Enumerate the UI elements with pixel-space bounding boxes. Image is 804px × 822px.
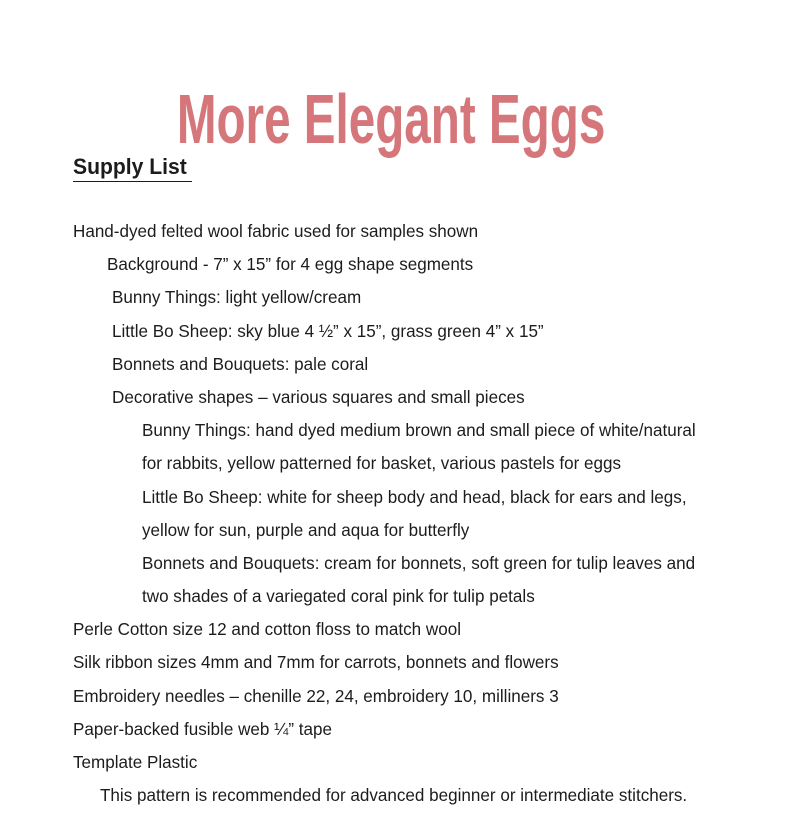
- supply-list-line: Background - 7” x 15” for 4 egg shape segments: [107, 254, 474, 275]
- supply-list: [73, 215, 804, 812]
- supply-list-heading: [73, 152, 197, 182]
- supply-list-line: Bonnets and Bouquets: pale coral: [112, 353, 369, 374]
- supply-list-line: Decorative shapes – various squares and small pieces: [112, 386, 525, 407]
- supply-list-line: Bonnets and Bouquets: cream for bonnets, soft green for tulip leaves and: [142, 552, 696, 573]
- document-title-text: More Elegant Eggs: [176, 80, 606, 158]
- supply-list-line: Paper-backed fusible web ¼” tape: [73, 718, 332, 739]
- supply-list-line: Embroidery needles – chenille 22, 24, embroidery 10, milliners 3: [73, 685, 559, 706]
- document-title: [0, 80, 782, 158]
- supply-list-line: Template Plastic: [73, 752, 198, 772]
- supply-list-line: Little Bo Sheep: sky blue 4 ½” x 15”, grass green 4” x 15”: [112, 320, 544, 341]
- supply-list-line: Bunny Things: hand dyed medium brown and small piece of white/natural: [142, 420, 696, 441]
- supply-list-line: Bunny Things: light yellow/cream: [112, 287, 362, 308]
- supply-list-line: Hand-dyed felted wool fabric used for samples shown: [73, 221, 479, 241]
- supply-list-heading-text: Supply List: [73, 152, 192, 182]
- supply-list-line: Perle Cotton size 12 and cotton floss to match wool: [73, 619, 461, 640]
- supply-list-line: Little Bo Sheep: white for sheep body and head, black for ears and legs,: [142, 486, 687, 507]
- supply-list-line: two shades of a variegated coral pink for tulip petals: [142, 586, 535, 607]
- supply-list-line: for rabbits, yellow patterned for basket, various pastels for eggs: [142, 453, 622, 474]
- supply-list-line: yellow for sun, purple and aqua for butterfly: [142, 519, 470, 540]
- supply-list-line: Silk ribbon sizes 4mm and 7mm for carrots, bonnets and flowers: [73, 652, 559, 673]
- supply-list-line: This pattern is recommended for advanced beginner or intermediate stitchers.: [100, 785, 688, 806]
